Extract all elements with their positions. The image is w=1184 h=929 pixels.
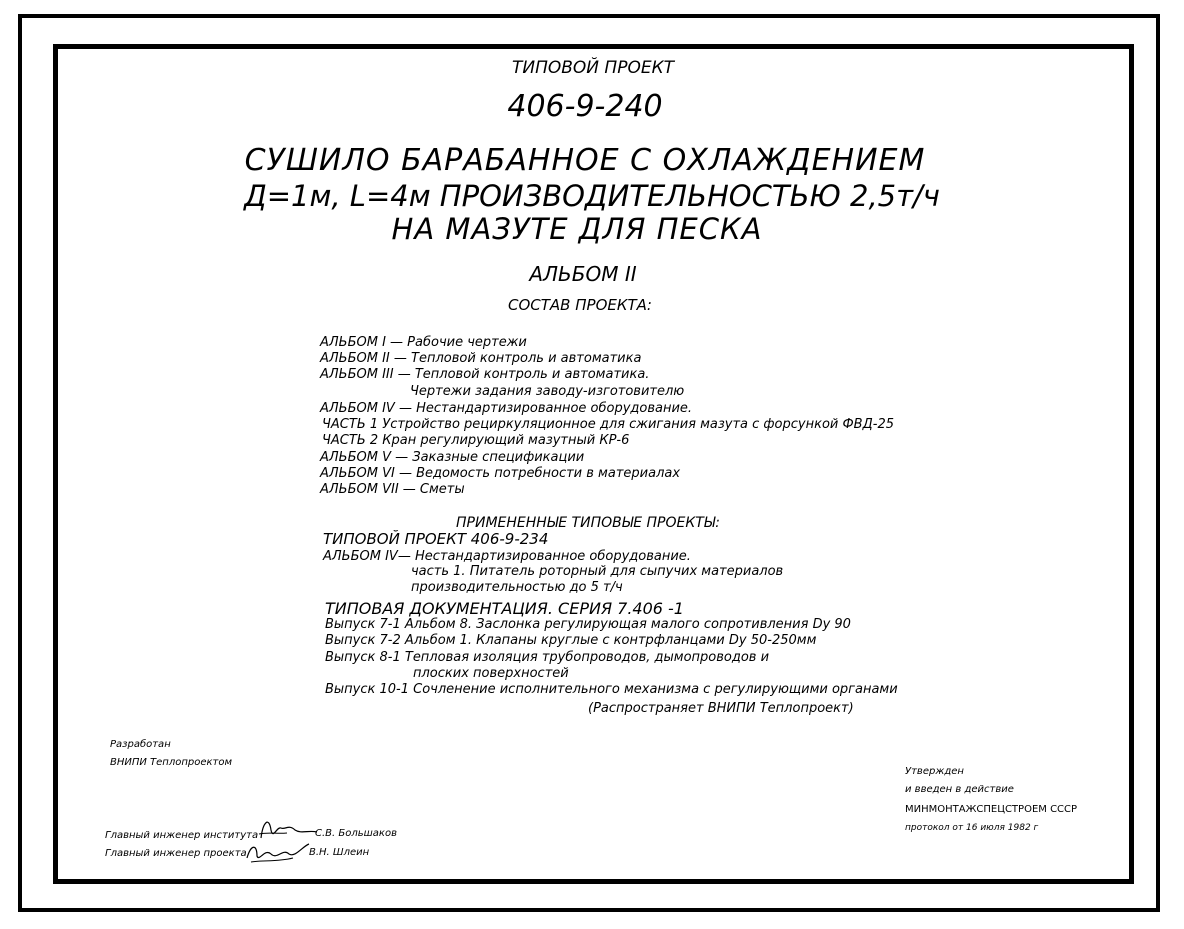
- applied-album: АЛЬБОМ IV— Нестандартизированное оборудование.: [323, 549, 691, 564]
- doc-type: ТИПОВОЙ ПРОЕКТ: [511, 58, 675, 78]
- applied-heading: ПРИМЕНЕННЫЕ ТИПОВЫЕ ПРОЕКТЫ:: [456, 515, 720, 531]
- album-label: АЛЬБОМ II: [529, 262, 637, 286]
- title-line-2: Д=1м, L=4м ПРОИЗВОДИТЕЛЬНОСТЬЮ 2,5т/ч: [244, 179, 940, 213]
- contents-item-3-cont: Чертежи задания заводу-изготовителю: [410, 384, 685, 399]
- approval-line-3: МИНМОНТАЖСПЕЦСТРОЕМ СССР: [905, 804, 1078, 815]
- chief-project-name: В.Н. Шлеин: [309, 847, 370, 858]
- project-number: 406-9-240: [507, 89, 663, 124]
- title-line-1: СУШИЛО БАРАБАННОЕ С ОХЛАЖДЕНИЕМ: [244, 143, 926, 178]
- contents-item-4: АЛЬБОМ IV — Нестандартизированное оборудование.: [320, 401, 693, 416]
- chief-institute-label: Главный инженер института: [105, 830, 259, 841]
- developer-label: Разработан: [110, 739, 171, 750]
- contents-item-2: АЛЬБОМ II — Тепловой контроль и автоматика: [320, 351, 642, 366]
- contents-heading: СОСТАВ ПРОЕКТА:: [508, 296, 652, 314]
- contents-item-6: АЛЬБОМ VI — Ведомость потребности в материалах: [320, 466, 681, 481]
- issue-8-1: Выпуск 8-1 Тепловая изоляция трубопроводов, дымопроводов и: [325, 650, 770, 665]
- applied-part: часть 1. Питатель роторный для сыпучих материалов: [411, 564, 784, 579]
- title-line-3: НА МАЗУТЕ ДЛЯ ПЕСКА: [391, 212, 763, 246]
- signature-project: [243, 838, 313, 868]
- approval-line-2: и введен в действие: [905, 784, 1014, 795]
- applied-series: ТИПОВАЯ ДОКУМЕНТАЦИЯ. СЕРИЯ 7.406 -1: [325, 599, 684, 618]
- applied-capacity: производительностью до 5 т/ч: [411, 580, 623, 595]
- issue-7-1: Выпуск 7-1 Альбом 8. Заслонка регулирующая малого сопротивления Dу 90: [325, 617, 851, 632]
- contents-item-5: АЛЬБОМ V — Заказные спецификации: [320, 450, 585, 465]
- applied-project: ТИПОВОЙ ПРОЕКТ 406-9-234: [323, 530, 549, 548]
- issue-8-1-cont: плоских поверхностей: [413, 666, 569, 681]
- chief-institute-name: С.В. Большаков: [315, 828, 397, 839]
- contents-part-2: ЧАСТЬ 2 Кран регулирующий мазутный КР-6: [322, 433, 630, 448]
- contents-part-1: ЧАСТЬ 1 Устройство рециркуляционное для сжигания мазута с форсункой ФВД-25: [322, 417, 894, 432]
- distributor-note: (Распространяет ВНИПИ Теплопроект): [588, 701, 854, 716]
- contents-item-3: АЛЬБОМ III — Тепловой контроль и автоматика.: [320, 367, 650, 382]
- developer-name: ВНИПИ Теплопроектом: [110, 757, 233, 768]
- approval-line-1: Утвержден: [905, 766, 964, 777]
- chief-project-label: Главный инженер проекта: [105, 848, 247, 859]
- issue-10-1: Выпуск 10-1 Сочленение исполнительного механизма с регулирующими органами: [325, 682, 898, 697]
- contents-item-7: АЛЬБОМ VII — Сметы: [320, 482, 465, 497]
- approval-line-4: протокол от 16 июля 1982 г: [905, 823, 1039, 833]
- issue-7-2: Выпуск 7-2 Альбом 1. Клапаны круглые с контрфланцами Dу 50-250мм: [325, 633, 817, 648]
- contents-item-1: АЛЬБОМ I — Рабочие чертежи: [320, 335, 527, 350]
